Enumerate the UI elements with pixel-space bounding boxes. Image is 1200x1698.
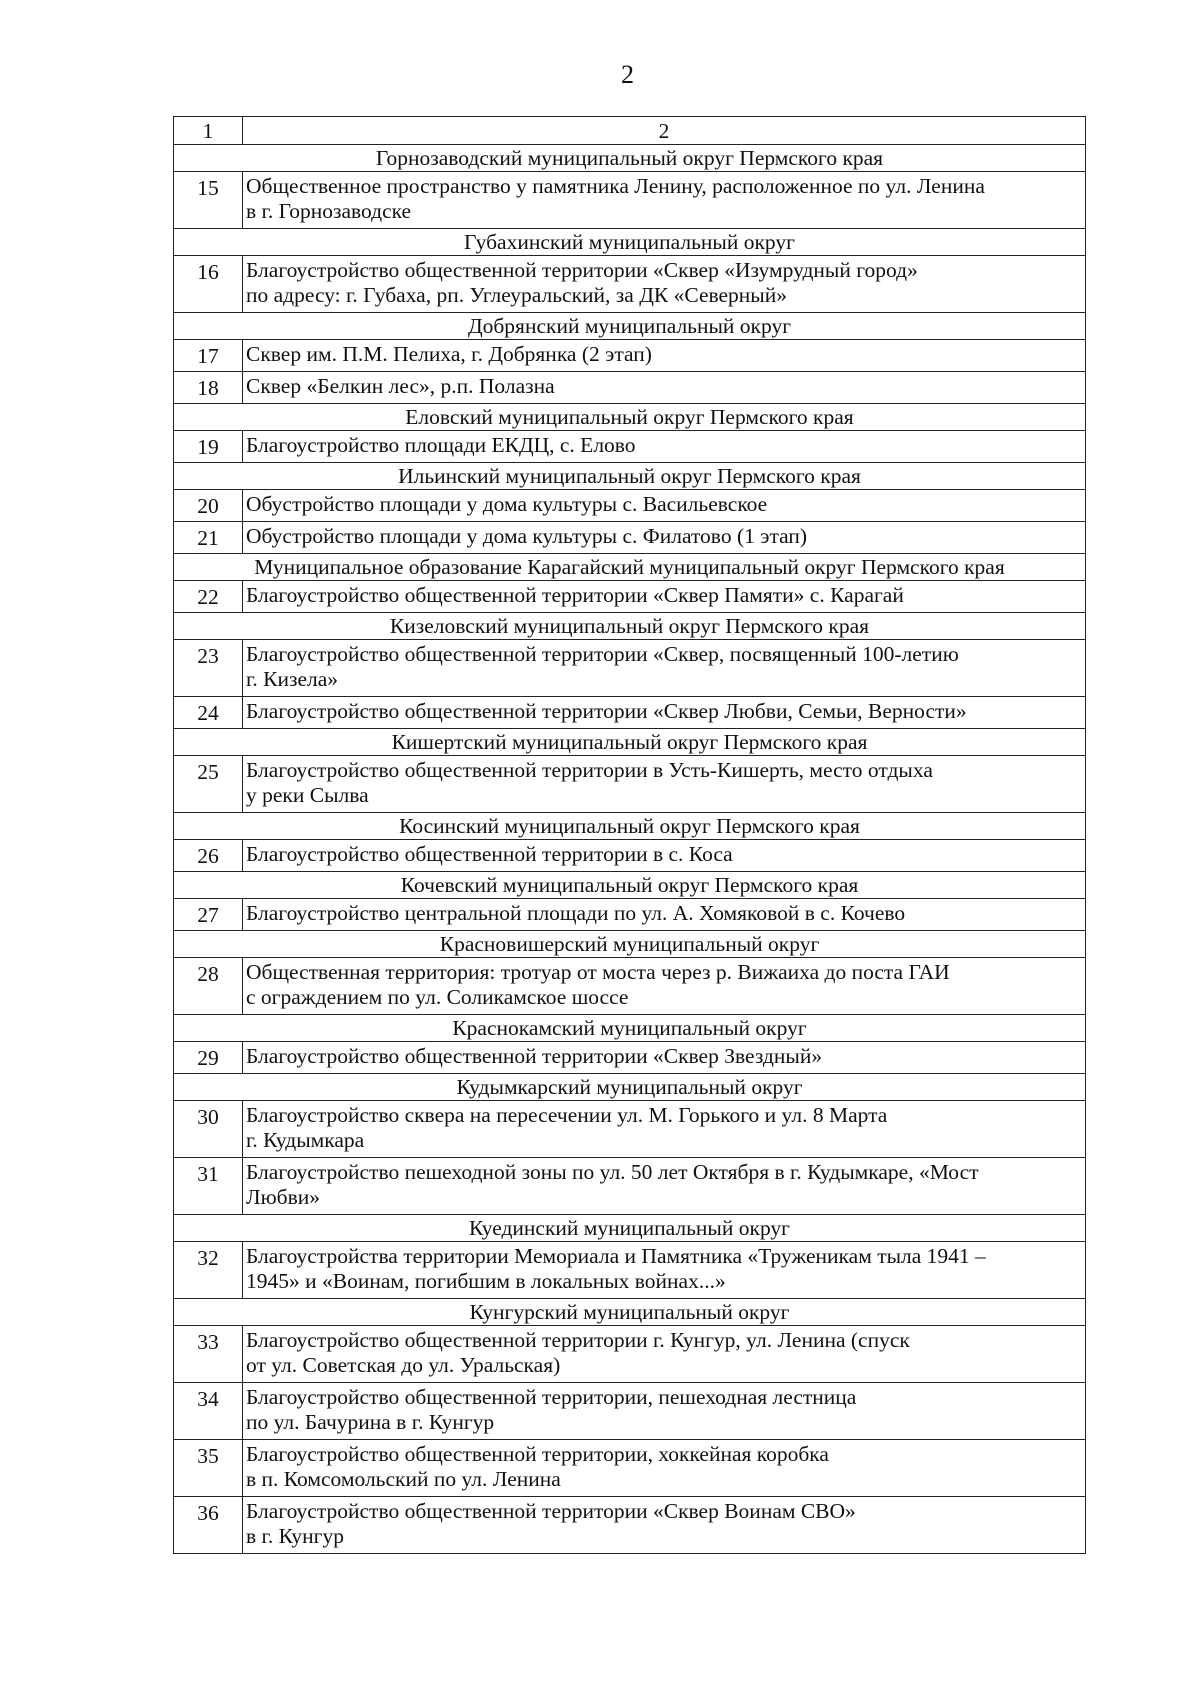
row-number: 30 xyxy=(174,1101,243,1158)
section-header-row xyxy=(174,813,1086,840)
table-row xyxy=(174,372,1086,404)
row-number: 19 xyxy=(174,431,243,463)
description-line: 1945» и «Воинам, погибшим в локальных войнах...» xyxy=(246,1269,726,1293)
row-number: 20 xyxy=(174,490,243,522)
description-line: Обустройство площади у дома культуры с. Филатово (1 этап) xyxy=(246,524,808,548)
table-row xyxy=(174,340,1086,372)
section-header-row xyxy=(174,404,1086,431)
section-title: Кудымкарский муниципальный округ xyxy=(174,1074,1086,1101)
row-description xyxy=(243,1497,1086,1554)
row-number: 26 xyxy=(174,840,243,872)
section-header-row xyxy=(174,613,1086,640)
section-title: Еловский муниципальный округ Пермского края xyxy=(174,404,1086,431)
section-header-row xyxy=(174,313,1086,340)
table-row xyxy=(174,431,1086,463)
description-line: г. Кудымкара xyxy=(246,1128,365,1152)
description-line: с ограждением по ул. Соликамское шоссе xyxy=(246,985,629,1009)
row-description xyxy=(243,958,1086,1015)
description-line: Благоустройство центральной площади по ул. А. Хомяковой в с. Кочево xyxy=(246,901,906,925)
header-cell-description: 2 xyxy=(243,117,1086,145)
page-number: 2 xyxy=(621,60,634,89)
row-number: 35 xyxy=(174,1440,243,1497)
table-row xyxy=(174,490,1086,522)
table-row xyxy=(174,256,1086,313)
description-line: Сквер им. П.М. Пелиха, г. Добрянка (2 этап) xyxy=(246,342,652,366)
row-description xyxy=(243,1101,1086,1158)
description-line: Благоустройство общественной территории, пешеходная лестница xyxy=(246,1385,857,1409)
row-description xyxy=(243,522,1086,554)
description-line: в п. Комсомольский по ул. Ленина xyxy=(246,1467,561,1491)
table-row xyxy=(174,1383,1086,1440)
table-row xyxy=(174,1497,1086,1554)
description-line: Сквер «Белкин лес», р.п. Полазна xyxy=(246,374,555,398)
row-number: 23 xyxy=(174,640,243,697)
section-title: Муниципальное образование Карагайский муниципальный округ Пермского края xyxy=(174,554,1086,581)
section-title: Кизеловский муниципальный округ Пермского края xyxy=(174,613,1086,640)
description-line: Общественное пространство у памятника Ленину, расположенное по ул. Ленина xyxy=(246,174,985,198)
table-row xyxy=(174,640,1086,697)
section-header-row xyxy=(174,931,1086,958)
table-row xyxy=(174,697,1086,729)
row-number: 28 xyxy=(174,958,243,1015)
description-line: Благоустройство общественной территории г. Кунгур, ул. Ленина (спуск xyxy=(246,1328,910,1352)
section-title: Кочевский муниципальный округ Пермского края xyxy=(174,872,1086,899)
row-description xyxy=(243,899,1086,931)
projects-table xyxy=(173,116,1086,1554)
section-header-row xyxy=(174,729,1086,756)
description-line: у реки Сылва xyxy=(246,783,369,807)
description-line: Благоустройства территории Мемориала и Памятника «Труженикам тыла 1941 – xyxy=(246,1244,986,1268)
row-number: 34 xyxy=(174,1383,243,1440)
row-description xyxy=(243,340,1086,372)
table-header-row xyxy=(174,117,1086,145)
row-number: 31 xyxy=(174,1158,243,1215)
row-description xyxy=(243,581,1086,613)
row-number: 25 xyxy=(174,756,243,813)
section-header-row xyxy=(174,1215,1086,1242)
description-line: Благоустройство пешеходной зоны по ул. 50 лет Октября в г. Кудымкаре, «Мост xyxy=(246,1160,979,1184)
description-line: Благоустройство общественной территории «Сквер, посвященный 100-летию xyxy=(246,642,959,666)
header-cell-number: 1 xyxy=(174,117,243,145)
row-number: 17 xyxy=(174,340,243,372)
table-row xyxy=(174,840,1086,872)
row-description xyxy=(243,490,1086,522)
row-number: 18 xyxy=(174,372,243,404)
table-row xyxy=(174,1326,1086,1383)
row-description xyxy=(243,1440,1086,1497)
section-title: Красновишерский муниципальный округ xyxy=(174,931,1086,958)
section-title: Добрянский муниципальный округ xyxy=(174,313,1086,340)
row-number: 16 xyxy=(174,256,243,313)
section-header-row xyxy=(174,1015,1086,1042)
row-description xyxy=(243,1383,1086,1440)
section-header-row xyxy=(174,145,1086,172)
description-line: Благоустройство площади ЕКДЦ, с. Елово xyxy=(246,433,636,457)
row-description xyxy=(243,756,1086,813)
row-number: 22 xyxy=(174,581,243,613)
table-row xyxy=(174,581,1086,613)
section-title: Куединский муниципальный округ xyxy=(174,1215,1086,1242)
table-row xyxy=(174,756,1086,813)
section-header-row xyxy=(174,229,1086,256)
section-title: Ильинский муниципальный округ Пермского края xyxy=(174,463,1086,490)
section-header-row xyxy=(174,872,1086,899)
table-row xyxy=(174,958,1086,1015)
table-row xyxy=(174,522,1086,554)
row-number: 21 xyxy=(174,522,243,554)
description-line: Благоустройство сквера на пересечении ул. М. Горького и ул. 8 Марта xyxy=(246,1103,888,1127)
row-description xyxy=(243,372,1086,404)
description-line: Благоустройство общественной территории «Сквер Воинам СВО» xyxy=(246,1499,856,1523)
row-number: 27 xyxy=(174,899,243,931)
description-line: по ул. Бачурина в г. Кунгур xyxy=(246,1410,495,1434)
row-number: 33 xyxy=(174,1326,243,1383)
row-description xyxy=(243,431,1086,463)
row-description xyxy=(243,697,1086,729)
table-row xyxy=(174,1440,1086,1497)
row-description xyxy=(243,1326,1086,1383)
description-line: по адресу: г. Губаха, рп. Углеуральский, за ДК «Северный» xyxy=(246,283,788,307)
table-row xyxy=(174,1158,1086,1215)
description-line: Благоустройство общественной территории в Усть-Кишерть, место отдыха xyxy=(246,758,933,782)
description-line: Благоустройство общественной территории «Сквер Любви, Семьи, Верности» xyxy=(246,699,967,723)
row-number: 29 xyxy=(174,1042,243,1074)
table-row xyxy=(174,1042,1086,1074)
description-line: в г. Горнозаводске xyxy=(246,199,412,223)
row-number: 36 xyxy=(174,1497,243,1554)
section-title: Губахинский муниципальный округ xyxy=(174,229,1086,256)
description-line: Обустройство площади у дома культуры с. Васильевское xyxy=(246,492,768,516)
section-title: Косинский муниципальный округ Пермского края xyxy=(174,813,1086,840)
table-row xyxy=(174,172,1086,229)
section-title: Кунгурский муниципальный округ xyxy=(174,1299,1086,1326)
section-title: Кишертский муниципальный округ Пермского края xyxy=(174,729,1086,756)
section-header-row xyxy=(174,1074,1086,1101)
row-description xyxy=(243,1158,1086,1215)
row-description xyxy=(243,840,1086,872)
row-number: 32 xyxy=(174,1242,243,1299)
description-line: в г. Кунгур xyxy=(246,1524,344,1548)
table-row xyxy=(174,1242,1086,1299)
description-line: Благоустройство общественной территории «Сквер «Изумрудный город» xyxy=(246,258,918,282)
section-title: Горнозаводский муниципальный округ Пермского края xyxy=(174,145,1086,172)
row-description xyxy=(243,172,1086,229)
description-line: от ул. Советская до ул. Уральская) xyxy=(246,1353,561,1377)
description-line: Общественная территория: тротуар от моста через р. Вижаиха до поста ГАИ xyxy=(246,960,950,984)
table-row xyxy=(174,899,1086,931)
section-header-row xyxy=(174,463,1086,490)
section-header-row xyxy=(174,1299,1086,1326)
description-line: Благоустройство общественной территории «Сквер Памяти» с. Карагай xyxy=(246,583,904,607)
row-description xyxy=(243,256,1086,313)
description-line: Благоустройство общественной территории в с. Коса xyxy=(246,842,733,866)
row-description xyxy=(243,1242,1086,1299)
row-number: 24 xyxy=(174,697,243,729)
description-line: Благоустройство общественной территории «Сквер Звездный» xyxy=(246,1044,823,1068)
row-description xyxy=(243,640,1086,697)
section-header-row xyxy=(174,554,1086,581)
description-line: Любви» xyxy=(246,1185,320,1209)
description-line: г. Кизела» xyxy=(246,667,339,691)
row-description xyxy=(243,1042,1086,1074)
table-row xyxy=(174,1101,1086,1158)
row-number: 15 xyxy=(174,172,243,229)
section-title: Краснокамский муниципальный округ xyxy=(174,1015,1086,1042)
description-line: Благоустройство общественной территории, хоккейная коробка xyxy=(246,1442,829,1466)
projects-table-body xyxy=(174,117,1086,1554)
